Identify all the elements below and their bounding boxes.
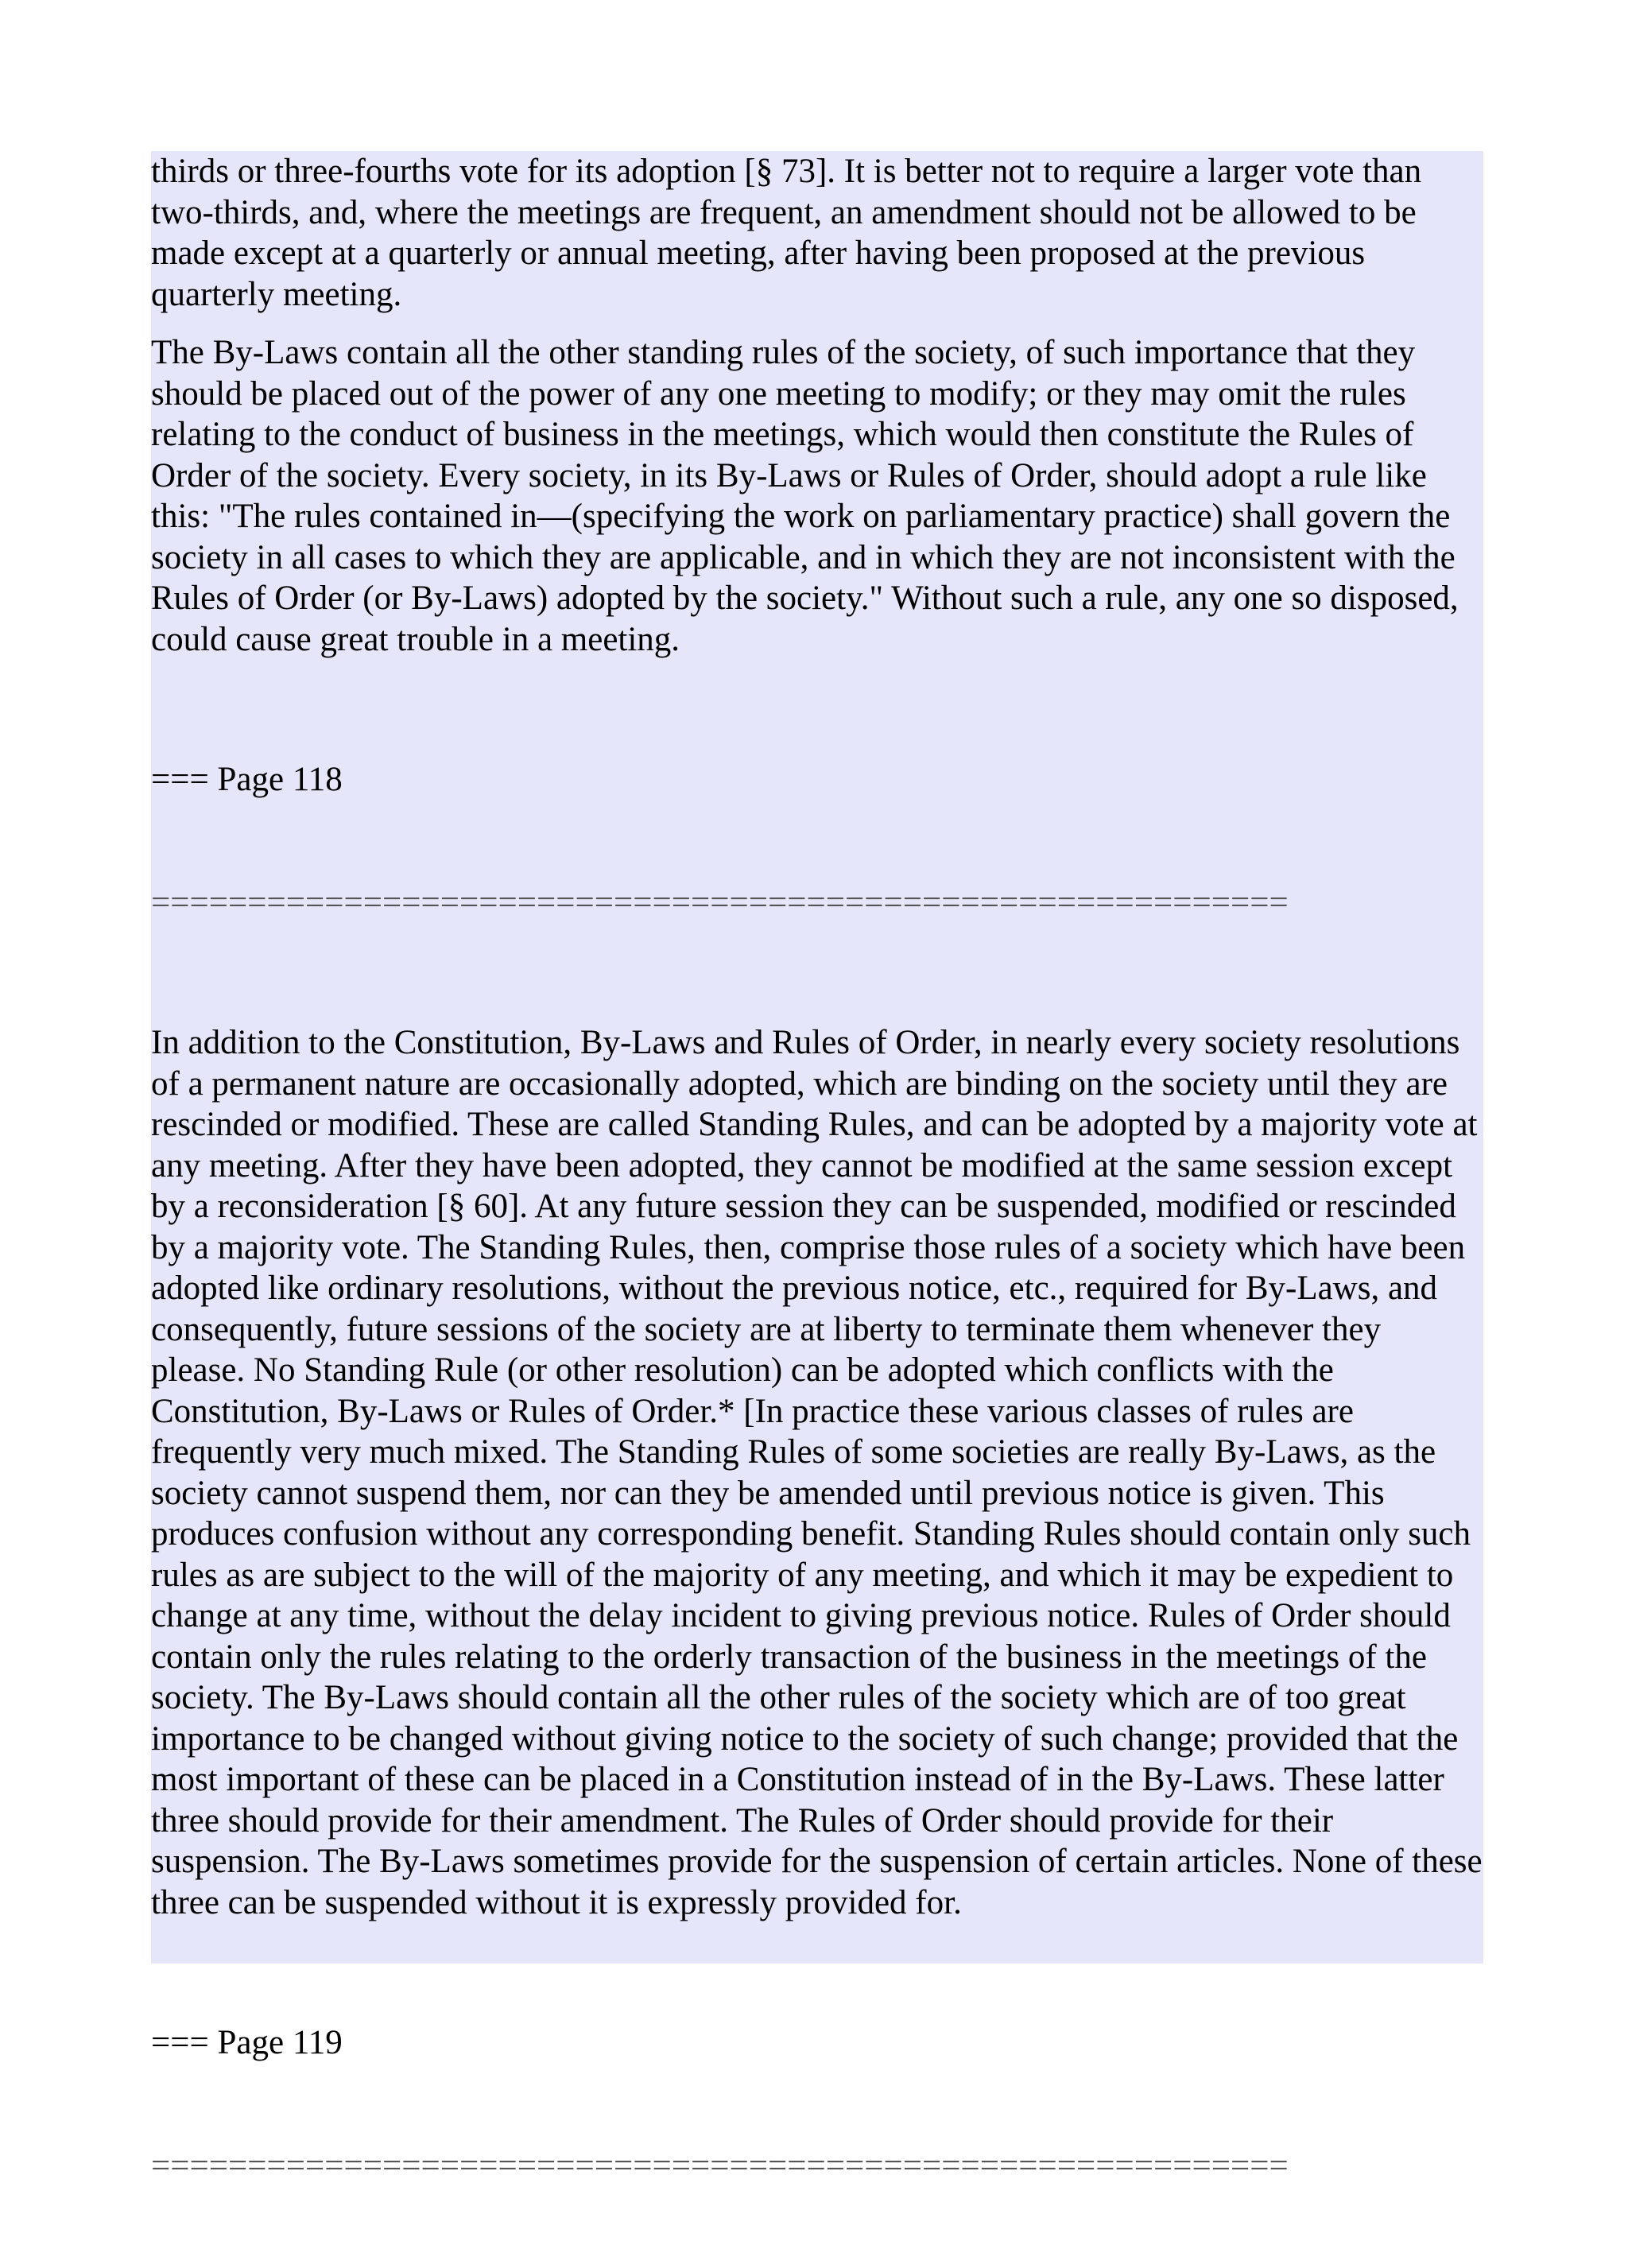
page-marker-119 [151,1940,1483,2268]
paragraph-2: The By-Laws contain all the other standing rules of the society, of such importance that they should be placed out of the power of any one meeting to modify; or they may omit the rules relating to the conduct of business in the meetings, which would then constitute the Rules of Order of the society. Every society, in its By-Laws or Rules of Order, should adopt a rule like this: "The rules contained in—(specifying the work on parliamentary practice) shall govern the society in all cases to which they are applicable, and in which they are not inconsistent with the Rules of Order (or By-Laws) adopted by the society." Without such a rule, any one so disposed, could cause great trouble in a meeting. [151,334,1459,658]
document-body [151,151,1483,2185]
page-marker-118-rule: =========================================================== [151,883,1289,921]
paragraph-3: In addition to the Constitution, By-Laws and Rules of Order, in nearly every society resolutions of a permanent nature are occasionally adopted, which are binding on the society until they are rescinded or modified. These are called Standing Rules, and can be adopted by a majority vote at any meeting. After they have been adopted, they cannot be modified at the same session except by a reconsideration [§ 60]. At any future session they can be suspended, modified or rescinded by a majority vote. The Standing Rules, then, comprise those rules of a society which have been adopted like ordinary resolutions, without the previous notice, etc., required for By-Laws, and consequently, future sessions of the society are at liberty to terminate them whenever they please. No Standing Rule (or other resolution) can be adopted which conflicts with the Constitution, By-Laws or Rules of Order.* [In practice these various classes of rules are frequently very much mixed. The Standing Rules of some societies are really By-Laws, as the society cannot suspend them, nor can they be amended until previous notice is given. This produces confusion without any corresponding benefit. Standing Rules should contain only such rules as are subject to the will of the majority of any meeting, and which it may be expedient to change at any time, without the delay incident to giving previous notice. Rules of Order should contain only the rules relating to the orderly transaction of the business in the meetings of the society. The By-Laws should contain all the other rules of the society which are of too great importance to be changed without giving notice to the society of such change; provided that the most important of these can be placed in a Constitution instead of in the By-Laws. These latter three should provide for their amendment. The Rules of Order should provide for their suspension. The By-Laws sometimes provide for the suspension of certain articles. None of these three can be suspended without it is expressly provided for. [151,1024,1483,1921]
paragraph-1: thirds or three-fourths vote for its adoption [§ 73]. It is better not to require a larger vote than two-thirds, and, where the meetings are frequent, an amendment should not be allowed to be made except at a quarterly or annual meeting, after having been proposed at the previous quarterly meeting. [151,153,1422,313]
page-marker-118-label: === Page 118 [151,761,343,798]
page-marker-119-label: === Page 119 [151,2024,343,2061]
page-marker-118 [151,677,1483,1005]
page-marker-119-rule: =========================================================== [151,2146,1289,2185]
